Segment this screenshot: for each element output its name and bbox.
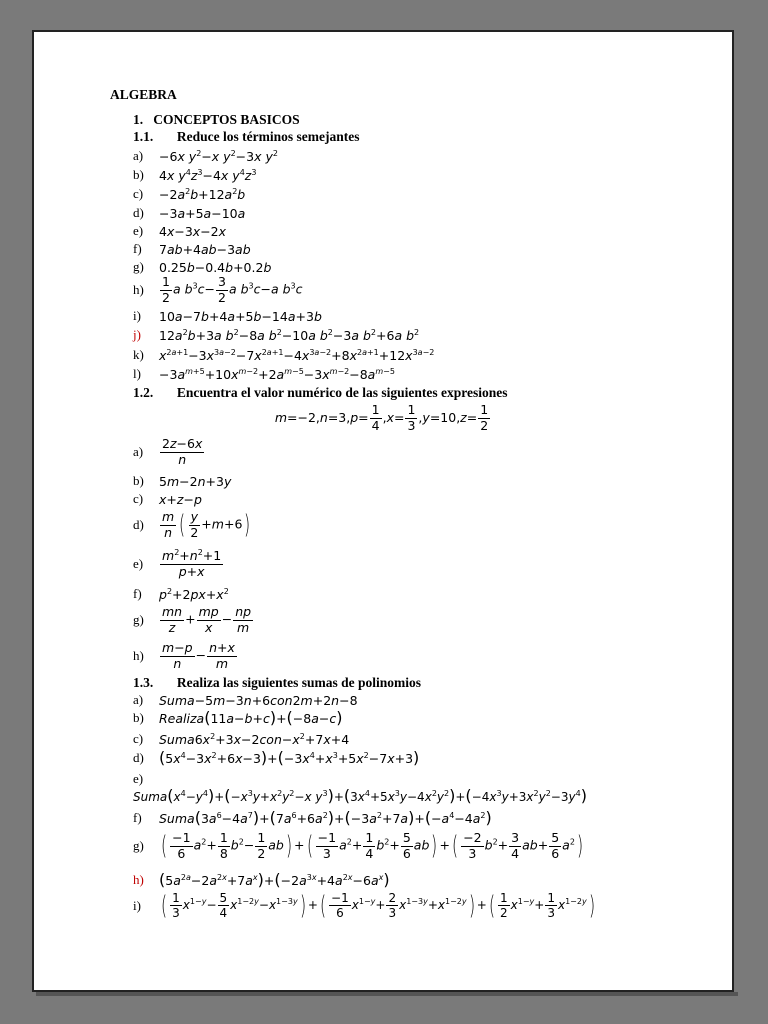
- math-expression: ( $\frac{1}{3}$ $x^{1-y}-$ $\frac{5}{4}$ $x^{1-2y}-x^{1-3y}$) +( $\frac{-1}{6}$ $x^{1-y}+$ $\frac{2}{3}$ $x^{1-3y}+x^{1-2y}$) +( $\frac{1}{2}$ $x^{1-y}+$ $\frac{1}{3}$ $x^{1-2y}$): [161, 890, 595, 921]
- math-expression: m=−2,n=3,p= $\frac{1}{4}$ ,x= $\frac{1}{3}$ ,y=10,z= $\frac{1}{2}$: [274, 402, 489, 433]
- math-expression: $\frac{m-p}{n}$ − $\frac{n+x}{m}$: [162, 640, 235, 671]
- item-label: b): [133, 710, 144, 725]
- math-expression: ( $\frac{-1}{6}$ $a^2+$ $\frac{1}{8}$ $b^2-$ $\frac{1}{2}$ ab) +( $\frac{-1}{3}$ $a^2+$ $\frac{1}{4}$ $b^2+$ $\frac{5}{6}$ ab) +( $\frac{-2}{3}$ $b^2+$ $\frac{3}{4}$ ab+ $\frac{5}{6}$ $a^2$): [161, 830, 584, 861]
- exercise-1-1-g: [133, 259, 271, 275]
- math-expression: 5m−2n+3y: [159, 473, 232, 489]
- exercise-1-3-i: [133, 892, 597, 919]
- item-label: h): [133, 282, 144, 297]
- exercise-1-1-d: [133, 205, 245, 221]
- exercise-1-3-a: [133, 692, 358, 708]
- item-label: g): [133, 259, 144, 274]
- item-label: e): [133, 771, 144, 786]
- item-label: c): [133, 491, 144, 506]
- item-label-highlighted: j): [133, 327, 141, 342]
- exercise-1-3-b: [133, 710, 343, 726]
- item-label: d): [133, 205, 144, 220]
- exercise-1-2-a: [133, 438, 205, 466]
- math-expression: $\frac{1}{2}$ a $b^3c-$ $\frac{3}{2}$ a $b^3c-a$ $b^3c$: [162, 274, 303, 305]
- item-label: a): [133, 444, 144, 459]
- math-expression: 0.25b−0.4b+0.2b: [159, 259, 272, 275]
- exercise-1-2-b: [133, 473, 231, 489]
- math-expression: $Suma(x^4-y^4)+(-x^3y+x^2y^2-x$ $y^3)+(3x^4+5x^3y-4x^2y^2)+(-4x^3y+3x^2y^2-3y^4)$: [133, 786, 587, 805]
- math-expression: 4x $y^4z^3-4x$ $y^4z^3$: [159, 167, 257, 183]
- math-expression: $x^{2a+1}-3x^{3a-2}-7x^{2a+1}-4x^{3a-2}+8x^{2a+1}+12x^{3a-2}$: [159, 347, 435, 363]
- exercise-1-1-j: [133, 327, 419, 343]
- given-values: [34, 404, 732, 432]
- item-label: b): [133, 167, 144, 182]
- exercise-1-2-e: [133, 550, 224, 578]
- exercise-1-3-c: [133, 731, 349, 747]
- math-expression: 7ab+4ab−3ab: [159, 241, 251, 257]
- item-label: h): [133, 648, 144, 663]
- exercise-1-1-f: [133, 241, 251, 257]
- math-expression: $Suma(3a^6-4a^7)+(7a^6+6a^2)+(-3a^2+7a)+(-a^4-4a^2)$: [159, 808, 492, 827]
- exercise-1-1-e: [133, 223, 226, 239]
- math-expression: 10a−7b+4a+5b−14a+3b: [159, 308, 322, 324]
- math-expression: $\frac{m}{n}$ ( $\frac{y}{2}$ +m+6): [162, 509, 251, 540]
- item-label: e): [133, 556, 144, 571]
- item-label: i): [133, 308, 141, 323]
- math-expression: $-3a^{m+5}+10x^{m-2}+2a^{m-5}-3x^{m-2}-8a^{m-5}$: [159, 366, 395, 382]
- math-expression: Suma−5m−3n+6con2m+2n−8: [159, 692, 358, 708]
- exercise-1-1-a: [133, 148, 278, 164]
- subsection-heading-1-1: 1.1. Reduce los términos semejantes: [133, 129, 360, 144]
- exercise-1-3-h: [133, 872, 390, 888]
- document-page: [32, 30, 734, 992]
- math-expression: $12a^2b+3a$ $b^2-8a$ $b^2-10a$ $b^2-3a$ $b^2+6a$ $b^2$: [159, 327, 420, 343]
- subsection-heading-1-3: 1.3. Realiza las siguientes sumas de polinomios: [133, 675, 422, 690]
- math-expression: 4x−3x−2x: [159, 223, 227, 239]
- item-label: a): [133, 148, 144, 163]
- exercise-1-2-d: [133, 511, 253, 539]
- math-expression: $\frac{m^2+n^2+1}{p+x}$: [162, 548, 222, 579]
- item-label: i): [133, 897, 141, 913]
- page-shadow: [36, 992, 738, 996]
- exercise-1-3-e: [133, 788, 587, 804]
- item-label: d): [133, 750, 144, 765]
- item-label: f): [133, 810, 142, 825]
- math-expression: $-2a^2b+12a^2b$: [159, 186, 246, 202]
- item-label: e): [133, 223, 144, 238]
- item-label: d): [133, 517, 144, 532]
- math-expression: $Suma6x^2+3x-2con-x^2+7x+4$: [159, 731, 350, 747]
- exercise-1-1-k: [133, 347, 434, 363]
- exercise-1-1-b: [133, 167, 256, 183]
- item-label: l): [133, 366, 141, 381]
- item-label: f): [133, 241, 142, 256]
- math-expression: −6x $y^2-x$ $y^2-3x$ $y^2$: [159, 148, 278, 164]
- item-label: g): [133, 838, 144, 853]
- exercise-1-2-c: [133, 491, 202, 507]
- exercise-1-3-d: [133, 750, 419, 766]
- math-expression: $\frac{mn}{z}$ + $\frac{mp}{x}$ − $\frac{np}{m}$: [162, 604, 252, 635]
- math-expression: x+z−p: [159, 491, 202, 507]
- exercise-1-1-l: [133, 366, 395, 382]
- exercise-1-3-g: [133, 832, 585, 860]
- exercise-1-2-h: [133, 642, 238, 670]
- item-label: f): [133, 586, 142, 601]
- exercise-1-1-c: [133, 186, 245, 202]
- exercise-1-3-f: [133, 810, 492, 826]
- math-expression: $\frac{2z-6x}{n}$: [162, 436, 203, 467]
- math-expression: −3a+5a−10a: [159, 205, 246, 221]
- exercise-1-1-h: [133, 276, 303, 304]
- exercise-1-2-g: [133, 606, 254, 634]
- item-label: b): [133, 473, 144, 488]
- math-expression: Realiza(11a−b+c)+(−8a−c): [159, 708, 343, 727]
- exercise-1-1-i: [133, 308, 322, 324]
- math-expression: $p^2+2px+x^2$: [159, 586, 229, 602]
- document-title: ALGEBRA: [110, 87, 177, 102]
- math-expression: $(5x^4-3x^2+6x-3)+(-3x^4+x^3+5x^2-7x+3)$: [159, 748, 420, 767]
- item-label: k): [133, 347, 144, 362]
- item-label: a): [133, 692, 144, 707]
- item-label-highlighted: h): [133, 872, 144, 887]
- item-label: g): [133, 612, 144, 627]
- section-heading-conceptos: 1. CONCEPTOS BASICOS: [133, 112, 300, 127]
- item-label: c): [133, 731, 144, 746]
- subsection-heading-1-2: 1.2. Encuentra el valor numérico de las siguientes expresiones: [133, 385, 508, 400]
- item-label: c): [133, 186, 144, 201]
- exercise-1-3-e-label: [133, 771, 159, 787]
- exercise-1-2-f: [133, 586, 229, 602]
- math-expression: $(5a^{2a}-2a^{2x}+7a^x)+(-2a^{3x}+4a^{2x}-6a^x)$: [159, 870, 390, 889]
